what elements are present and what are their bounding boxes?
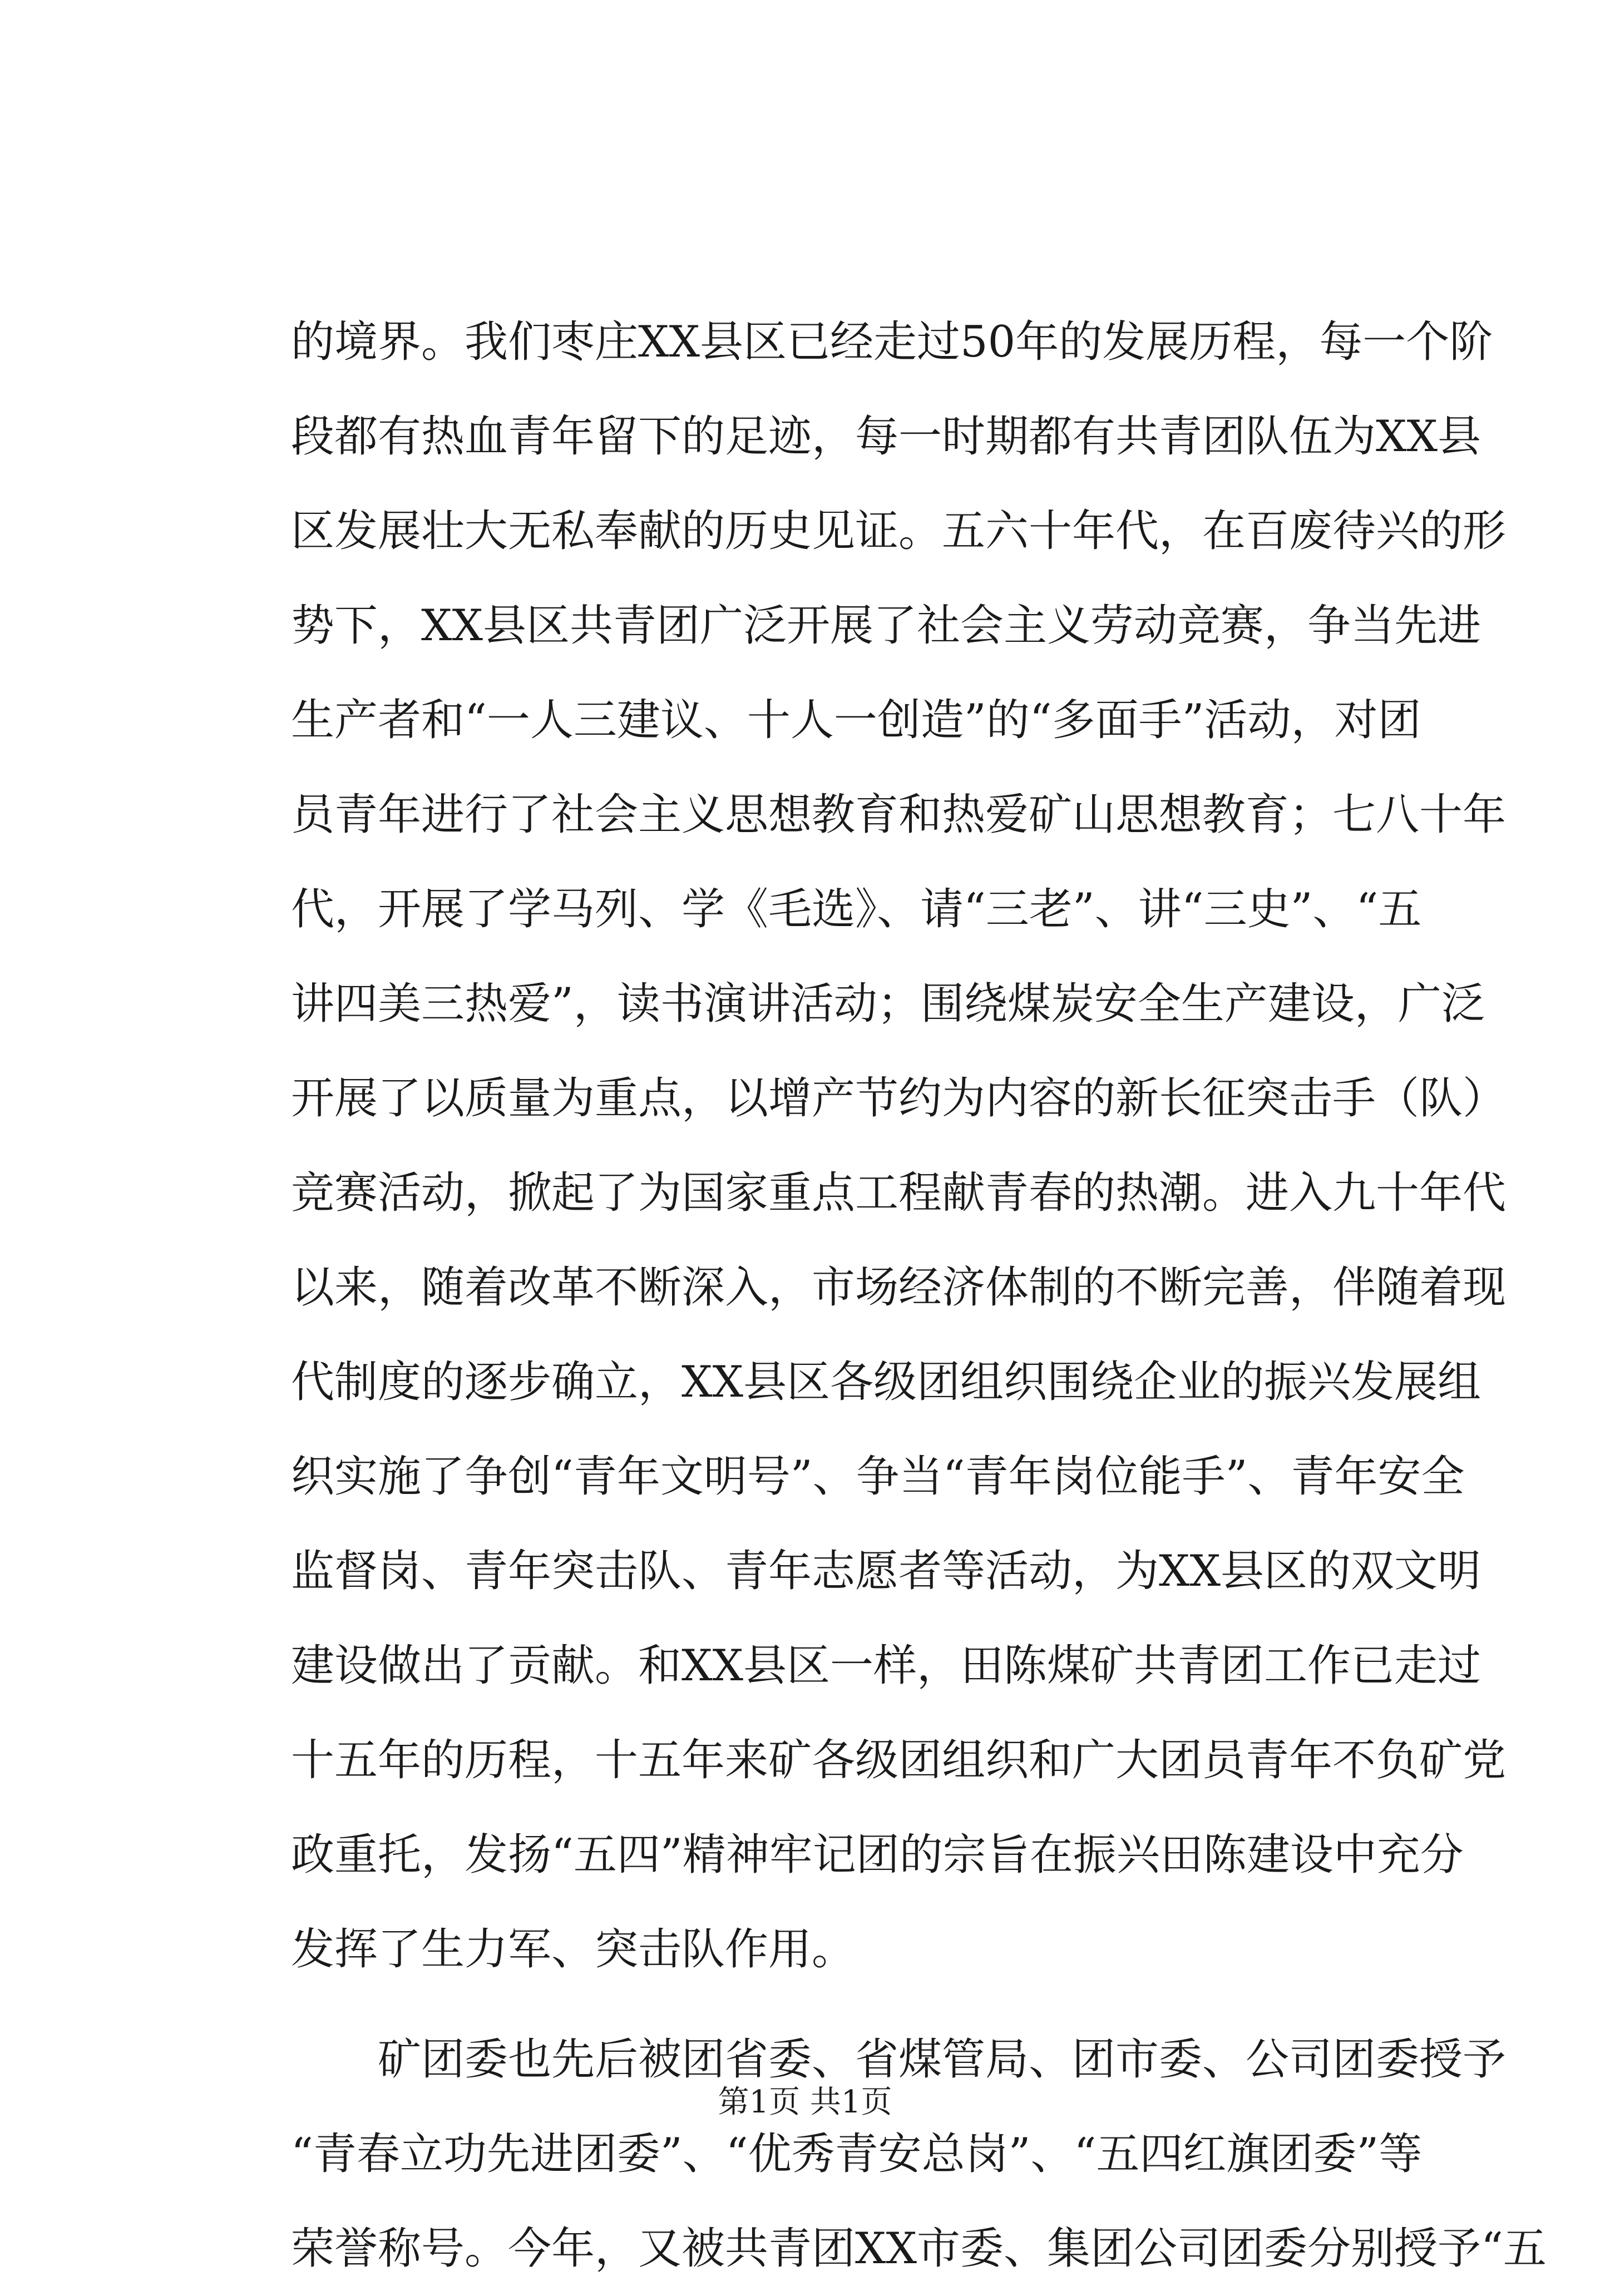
text-line: 讲四美三热爱”，读书演讲活动；围绕煤炭安全生产建设，广泛 xyxy=(291,979,1485,1029)
text-line: 生产者和“一人三建议、十人一创造”的“多面手”活动，对团 xyxy=(291,695,1421,745)
text-line: 以来，随着改革不断深入，市场经济体制的不断完善，伴随着现 xyxy=(291,1263,1507,1313)
text-line: 发挥了生力军、突击队作用。 xyxy=(291,1924,856,1975)
text-line: 政重托，发扬“五四”精神牢记团的宗旨在振兴田陈建设中充分 xyxy=(291,1830,1464,1880)
text-line: 矿团委也先后被团省委、省煤管局、团市委、公司团委授予 xyxy=(291,2035,1507,2085)
paragraph-1 xyxy=(291,295,1507,1997)
text-line: “青春立功先进团委”、“优秀青安总岗”、“五四红旗团委”等 xyxy=(291,2129,1423,2179)
text-line: 织实施了争创“青年文明号”、争当“青年岗位能手”、青年安全 xyxy=(291,1452,1465,1502)
text-line: 监督岗、青年突击队、青年志愿者等活动，为XX县区的双文明 xyxy=(291,1546,1481,1596)
text-line: 建设做出了贡献。和XX县区一样，田陈煤矿共青团工作已走过 xyxy=(291,1641,1481,1691)
text-line: 开展了以质量为重点，以增产节约为内容的新长征突击手（队） xyxy=(291,1073,1507,1124)
text-line: 的境界。我们枣庄XX县区已经走过50年的发展历程，每一个阶 xyxy=(291,317,1493,367)
text-line: 势下，XX县区共青团广泛开展了社会主义劳动竞赛，争当先进 xyxy=(291,601,1481,651)
text-line: 十五年的历程，十五年来矿各级团组织和广大团员青年不负矿党 xyxy=(291,1735,1507,1785)
text-line: 段都有热血青年留下的足迹，每一时期都有共青团队伍为XX县 xyxy=(291,412,1481,462)
text-line: 竞赛活动，掀起了为国家重点工程献青春的热潮。进入九十年代 xyxy=(291,1168,1507,1218)
text-line: 荣誉称号。今年，又被共青团XX市委、集团公司团委分别授予“五 xyxy=(291,2224,1547,2274)
body-text xyxy=(291,295,1547,2296)
text-line: 代，开展了学马列、学《毛选》、请“三老”、讲“三史”、“五 xyxy=(291,884,1422,934)
text-line: 员青年进行了社会主义思想教育和热爱矿山思想教育；七八十年 xyxy=(291,790,1507,840)
paragraph-2 xyxy=(291,2012,1547,2296)
page-footer: 第1页 共1页 xyxy=(718,2084,892,2120)
text-line: 代制度的逐步确立，XX县区各级团组织围绕企业的振兴发展组 xyxy=(291,1357,1481,1407)
paragraph-gap xyxy=(291,1997,1398,2012)
text-line: 区发展壮大无私奉献的历史见证。五六十年代，在百废待兴的形 xyxy=(291,506,1507,556)
